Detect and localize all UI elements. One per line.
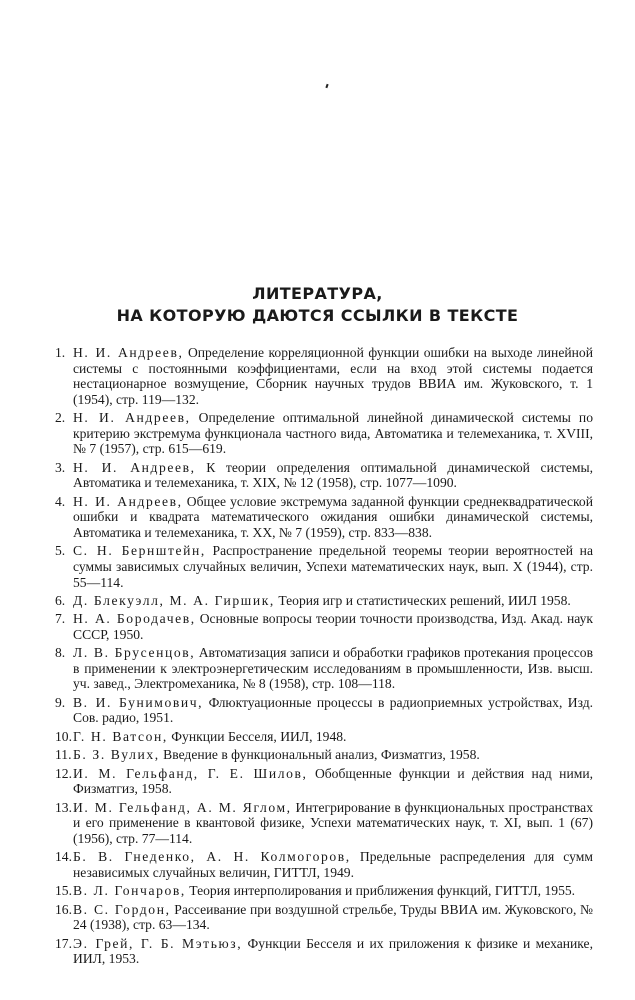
reference-number: 17. [55, 935, 72, 951]
reference-item [55, 410, 593, 457]
reference-item [55, 729, 593, 745]
reference-authors: Н. И. Андреев, [73, 493, 183, 509]
reference-number: 4. [55, 493, 66, 509]
reference-number: 5. [55, 543, 66, 559]
reference-item [55, 695, 593, 726]
reference-text: Теория интерполирования и приближения функций, ГИТТЛ, 1955. [185, 883, 576, 899]
reference-item [55, 883, 593, 899]
reference-number: 12. [55, 765, 72, 781]
reference-item [55, 766, 593, 797]
reference-authors: Д. Блекуэлл, М. А. Гиршик, [73, 592, 275, 608]
reference-text: Теория игр и статистических решений, ИИЛ 1958. [274, 592, 571, 608]
reference-number: 15. [55, 883, 72, 899]
reference-item [55, 936, 593, 967]
reference-text: Функции Бесселя и их приложения к физике и механике, ИИЛ, 1953. [73, 935, 593, 967]
reference-text: Предельные распределения для сумм независимых случайных величин, ГИТТЛ, 1949. [73, 849, 593, 880]
reference-number: 1. [55, 345, 66, 360]
reference-text: Определение оптимальной линейной динамической системы по критерию экстремума функционала частного вида, Автоматика и телемеханика, т. XVIII, № 7 (1957), стр. 615—619. [73, 410, 593, 457]
reference-number: 14. [55, 849, 72, 865]
reference-authors: Г. Н. Ватсон, [73, 728, 168, 744]
reference-number: 11. [55, 747, 72, 763]
reference-item [55, 494, 593, 541]
ink-speck [325, 84, 328, 88]
reference-item [55, 747, 593, 763]
reference-authors: С. Н. Бернштейн, [73, 543, 206, 559]
reference-item [55, 611, 593, 642]
reference-number: 7. [55, 611, 66, 627]
reference-authors: И. М. Гельфанд, Г. Е. Шилов, [73, 765, 308, 781]
reference-list [55, 345, 593, 970]
reference-number: 8. [55, 645, 66, 661]
reference-text: Определение корреляционной функции ошибки на выходе линейной системы с постоянными коэффициентами, если на вход этой системы подается нестационарное возмущение, Сборник научных трудов ВВИА им. Жуковского, т. 1 (1954), стр. 119—132. [73, 345, 593, 407]
reference-text: Функции Бесселя, ИИЛ, 1948. [167, 728, 347, 744]
reference-item [55, 645, 593, 692]
reference-authors: Л. В. Брусенцов, [73, 645, 196, 661]
reference-text: Флюктуационные процессы в радиоприемных устройствах, Изд. Сов. радио, 1951. [73, 694, 594, 726]
reference-text: Интегрирование в функциональных пространствах и его применение в квантовой физике, Успехи математических наук, т. XI, вып. 1 (67) (1956), стр. 77—114. [73, 799, 593, 846]
reference-number: 10. [55, 728, 72, 744]
reference-authors: Н. И. Андреев, [73, 459, 196, 475]
reference-item [55, 543, 593, 590]
reference-number: 2. [55, 410, 66, 426]
reference-authors: В. Л. Гончаров, [73, 883, 186, 899]
reference-item [55, 849, 593, 880]
reference-text: К теории определения оптимальной динамической системы, Автоматика и телемеханика, т. XIX, № 12 (1958), стр. 1077—1090. [73, 459, 593, 491]
reference-authors: Н. И. Андреев, [73, 410, 191, 426]
reference-authors: В. И. Бунимович, [73, 694, 204, 710]
reference-text: Введение в функциональный анализ, Физматгиз, 1958. [159, 747, 480, 763]
reference-authors: Э. Грей, Г. Б. Мэтьюз, [73, 935, 243, 951]
reference-number: 3. [55, 459, 66, 475]
reference-number: 6. [55, 592, 66, 608]
reference-authors: Б. В. Гнеденко, А. Н. Колмогоров, [73, 849, 351, 865]
reference-text: Общее условие экстремума заданной функции среднеквадратической ошибки и квадрата математического ожидания ошибки динамической системы, Автоматика и телемеханика, т. XX, № 7 (1959), стр. 833—838. [73, 493, 593, 540]
reference-text: Обобщенные функции и действия над ними, Физматгиз, 1958. [73, 765, 593, 797]
reference-authors: Б. З. Вулих, [73, 747, 160, 763]
reference-authors: В. С. Гордон, [73, 901, 171, 917]
page-subtitle: НА КОТОРУЮ ДАЮТСЯ ССЫЛКИ В ТЕКСТЕ [116, 306, 519, 325]
reference-text: Основные вопросы теории точности производства, Изд. Акад. наук СССР, 1950. [73, 611, 593, 642]
reference-number: 13. [55, 799, 72, 815]
reference-item [55, 345, 593, 407]
reference-item [55, 460, 593, 491]
reference-item [55, 800, 593, 847]
reference-text: Рассеивание при воздушной стрельбе, Труды ВВИА им. Жуковского, № 24 (1938), стр. 63—134. [73, 901, 594, 933]
reference-text: Автоматизация записи и обработки графиков протекания процессов в применении к электроэнергетическим исследованиям в промышленности, Изв. высш. уч. завед., Электромеханика, № 8 (1958), стр. 108—118. [73, 645, 593, 692]
page-title: ЛИТЕРАТУРА, [252, 284, 383, 303]
reference-number: 16. [55, 901, 72, 917]
reference-item [55, 593, 593, 609]
reference-number: 9. [55, 694, 66, 710]
reference-item [55, 902, 593, 933]
reference-text: Распространение предельной теоремы теории вероятностей на суммы зависимых случайных величин, Успехи математических наук, вып. X (1944), стр. 55—114. [73, 543, 593, 590]
reference-authors: Н. А. Бородачев, [73, 611, 196, 627]
reference-authors: И. М. Гельфанд, А. М. Яглом, [73, 799, 292, 815]
reference-authors: Н. И. Андреев, [73, 345, 184, 360]
